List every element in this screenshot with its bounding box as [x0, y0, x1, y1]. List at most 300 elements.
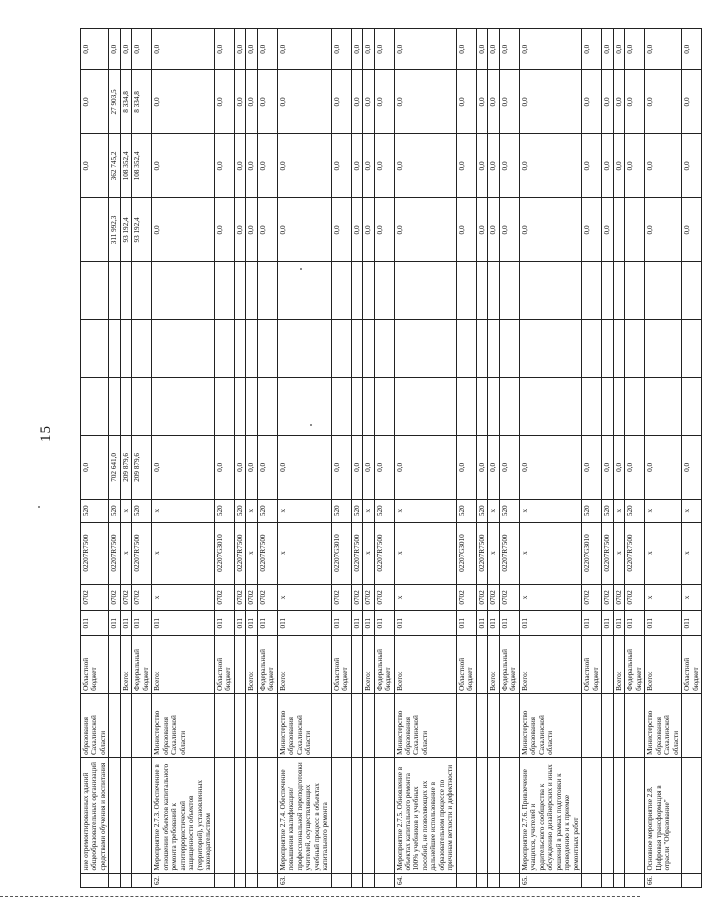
table-row: [120, 29, 131, 888]
table-cell: 0,0: [613, 134, 624, 198]
table-cell: 108 352,4: [132, 134, 152, 198]
table-cell: 0,0: [394, 198, 456, 262]
table-cell: 011: [109, 611, 120, 636]
table-cell: 27 903,5: [109, 70, 120, 134]
table-row: [246, 29, 257, 888]
document-page: [80, 28, 700, 888]
table-cell: [582, 693, 602, 757]
table-cell: [214, 757, 234, 873]
table-cell: [246, 873, 257, 887]
table-cell: [246, 757, 257, 873]
table-row: [132, 29, 152, 888]
table-row: [351, 29, 362, 888]
table-cell: 0,0: [257, 29, 277, 70]
table-cell: х: [682, 499, 702, 522]
table-cell: [499, 320, 519, 378]
table-cell: [613, 320, 624, 378]
table-cell: [214, 378, 234, 436]
table-cell: х: [519, 499, 581, 522]
table-cell: 0,0: [602, 70, 613, 134]
table-cell: [109, 262, 120, 320]
table-row: [476, 29, 487, 888]
table-cell: [374, 693, 394, 757]
table-cell: 02207R7500: [374, 522, 394, 584]
table-cell: 011: [499, 611, 519, 636]
table-cell: х: [682, 584, 702, 611]
table-cell: [394, 378, 456, 436]
table-cell: 520: [331, 499, 351, 522]
table-cell: [519, 262, 581, 320]
table-cell: 011: [331, 611, 351, 636]
table-cell: 0,0: [476, 70, 487, 134]
table-cell: Всего:: [246, 636, 257, 694]
table-cell: [394, 262, 456, 320]
table-cell: 520: [602, 499, 613, 522]
table-cell: [132, 757, 152, 873]
table-cell: [120, 873, 131, 887]
table-cell: х: [246, 522, 257, 584]
table-cell: 0702: [613, 584, 624, 611]
table-cell: 02207G3010: [456, 522, 476, 584]
table-cell: 0,0: [214, 70, 234, 134]
table-row: [109, 29, 120, 888]
table-cell: 011: [374, 611, 394, 636]
table-cell: [499, 757, 519, 873]
table-cell: 011: [351, 611, 362, 636]
table-cell: 0,0: [682, 134, 702, 198]
table-cell: [277, 320, 331, 378]
table-cell: 0702: [331, 584, 351, 611]
table-cell: [476, 320, 487, 378]
table-cell: [476, 262, 487, 320]
table-cell: [645, 320, 682, 378]
table-cell: 011: [476, 611, 487, 636]
table-cell: 0702: [625, 584, 645, 611]
table-cell: [488, 873, 499, 887]
table-cell: Всего:: [363, 636, 374, 694]
table-cell: 0,0: [645, 70, 682, 134]
table-cell: [109, 320, 120, 378]
table-cell: [214, 320, 234, 378]
table-cell: Федеральный бюджет: [499, 636, 519, 694]
table-cell: 0,0: [246, 70, 257, 134]
table-cell: 0,0: [277, 70, 331, 134]
table-cell: 0702: [602, 584, 613, 611]
table-cell: 0,0: [613, 70, 624, 134]
table-cell: 0,0: [488, 198, 499, 262]
table-cell: [625, 320, 645, 378]
table-cell: [331, 378, 351, 436]
table-cell: х: [152, 499, 214, 522]
table-cell: 0702: [132, 584, 152, 611]
table-cell: Федеральный бюджет: [374, 636, 394, 694]
page-number: 15: [38, 425, 54, 442]
table-cell: [152, 320, 214, 378]
table-cell: [120, 262, 131, 320]
table-cell: [602, 636, 613, 694]
table-cell: 64.: [394, 873, 456, 887]
table-cell: [81, 873, 109, 887]
table-cell: [613, 873, 624, 887]
table-cell: [214, 693, 234, 757]
table-cell: 0,0: [519, 198, 581, 262]
table-cell: 0,0: [81, 29, 109, 70]
table-cell: х: [363, 499, 374, 522]
table-cell: 0,0: [277, 198, 331, 262]
table-cell: 02207R7500: [81, 522, 109, 584]
table-cell: 011: [456, 611, 476, 636]
table-cell: 8 334,8: [120, 70, 131, 134]
table-cell: 65.: [519, 873, 581, 887]
table-cell: 0,0: [488, 29, 499, 70]
table-cell: 0,0: [519, 435, 581, 499]
table-cell: [132, 693, 152, 757]
table-cell: 011: [246, 611, 257, 636]
table-cell: 0,0: [582, 29, 602, 70]
table-cell: 0,0: [214, 29, 234, 70]
budget-table: [80, 28, 702, 888]
table-cell: 520: [234, 499, 245, 522]
table-cell: [488, 757, 499, 873]
table-cell: 0,0: [488, 435, 499, 499]
table-cell: 0,0: [152, 435, 214, 499]
table-cell: 0,0: [499, 70, 519, 134]
table-cell: Мероприятие 2.7.3. Обеспечение в отношении объектов капитального ремонта требований к антитеррористической защищенности объектов (территорий), установленных законодательством: [152, 757, 214, 873]
table-cell: [363, 262, 374, 320]
table-cell: 520: [582, 499, 602, 522]
table-cell: ние отремонтированных зданий общеобразовательных организаций средствами обучения и воспитания: [81, 757, 109, 873]
table-cell: [351, 873, 362, 887]
table-cell: Всего:: [277, 636, 331, 694]
table-cell: 0,0: [645, 198, 682, 262]
table-cell: [488, 262, 499, 320]
table-row: [682, 29, 702, 888]
table-cell: Всего:: [120, 636, 131, 694]
table-cell: 0,0: [257, 70, 277, 134]
table-cell: х: [152, 584, 214, 611]
table-cell: [488, 693, 499, 757]
table-cell: 0,0: [645, 134, 682, 198]
table-cell: 0,0: [109, 29, 120, 70]
table-cell: 0,0: [476, 134, 487, 198]
table-cell: 0,0: [132, 29, 152, 70]
table-cell: Мероприятие 2.7.6. Привлечение учащихся, учителей и родительского сообщества к обсуждению дизайнерских и иных решений в рамках подготовки к проведению и к приемке ремонтных работ: [519, 757, 581, 873]
table-cell: [81, 198, 109, 262]
table-cell: Мероприятие 2.7.5. Обновление в объектах капитального ремонта 100% учебников и учебных пособий, не позволяющих их дальнейшее использование в образовательном процессе по причинам ветхости и дефектности: [394, 757, 456, 873]
table-cell: 011: [120, 611, 131, 636]
table-cell: [456, 262, 476, 320]
table-cell: [613, 198, 624, 262]
table-cell: 8 334,8: [132, 70, 152, 134]
table-cell: 0,0: [394, 134, 456, 198]
table-cell: 02207R7500: [625, 522, 645, 584]
table-cell: 0,0: [277, 134, 331, 198]
table-cell: Министерство образования Сахалинской области: [645, 693, 682, 757]
table-cell: 0702: [81, 584, 109, 611]
table-cell: х: [613, 499, 624, 522]
table-cell: [132, 378, 152, 436]
table-cell: Областной бюджет: [682, 636, 702, 694]
table-cell: [234, 693, 245, 757]
table-cell: 02207R7500: [602, 522, 613, 584]
table-cell: 02207R7500: [499, 522, 519, 584]
table-cell: Всего:: [613, 636, 624, 694]
table-cell: [277, 262, 331, 320]
table-row: [363, 29, 374, 888]
table-cell: [374, 320, 394, 378]
table-cell: 0,0: [499, 29, 519, 70]
table-cell: [257, 262, 277, 320]
table-cell: 02207G3010: [214, 522, 234, 584]
table-cell: [351, 757, 362, 873]
table-cell: [331, 320, 351, 378]
table-cell: 0,0: [152, 29, 214, 70]
table-cell: х: [246, 499, 257, 522]
table-cell: 0,0: [394, 29, 456, 70]
table-row: [456, 29, 476, 888]
table-cell: [351, 262, 362, 320]
table-cell: 0,0: [331, 198, 351, 262]
table-cell: 0702: [109, 584, 120, 611]
table-cell: 0,0: [257, 435, 277, 499]
table-cell: х: [277, 499, 331, 522]
table-cell: [246, 693, 257, 757]
table-cell: 0,0: [234, 198, 245, 262]
table-cell: х: [488, 499, 499, 522]
table-cell: 0,0: [499, 198, 519, 262]
table-cell: [351, 636, 362, 694]
table-cell: 0,0: [645, 29, 682, 70]
table-cell: 702 641,0: [109, 435, 120, 499]
table-cell: 0,0: [476, 435, 487, 499]
table-cell: х: [120, 499, 131, 522]
table-cell: [456, 378, 476, 436]
table-cell: 0,0: [351, 70, 362, 134]
table-cell: 02207R7500: [351, 522, 362, 584]
table-cell: 0702: [363, 584, 374, 611]
table-cell: [519, 378, 581, 436]
table-cell: [81, 320, 109, 378]
table-cell: [602, 320, 613, 378]
table-cell: 520: [499, 499, 519, 522]
table-cell: 0702: [456, 584, 476, 611]
table-cell: [456, 693, 476, 757]
table-cell: 0,0: [602, 198, 613, 262]
table-cell: 0,0: [394, 70, 456, 134]
scan-edge-line: [0, 896, 640, 898]
table-cell: [625, 757, 645, 873]
table-row: [81, 29, 109, 888]
table-cell: х: [519, 522, 581, 584]
table-cell: [363, 693, 374, 757]
table-cell: Федеральный бюджет: [257, 636, 277, 694]
table-cell: 520: [257, 499, 277, 522]
table-cell: 0,0: [234, 29, 245, 70]
table-cell: [246, 320, 257, 378]
table-cell: Всего:: [152, 636, 214, 694]
table-cell: 93 192,4: [132, 198, 152, 262]
scan-dot: [310, 424, 312, 426]
table-cell: 0,0: [602, 29, 613, 70]
table-cell: [682, 262, 702, 320]
table-row: [374, 29, 394, 888]
table-cell: 0,0: [499, 435, 519, 499]
table-cell: 0,0: [488, 70, 499, 134]
table-cell: 0,0: [476, 198, 487, 262]
table-cell: х: [645, 584, 682, 611]
table-cell: Областной бюджет: [81, 636, 109, 694]
table-row: [519, 29, 581, 888]
table-cell: 0,0: [682, 435, 702, 499]
table-cell: [331, 262, 351, 320]
table-cell: Министерство образования Сахалинской области: [277, 693, 331, 757]
table-cell: Всего:: [488, 636, 499, 694]
table-row: [234, 29, 245, 888]
table-cell: Федеральный бюджет: [132, 636, 152, 694]
table-cell: 0,0: [331, 134, 351, 198]
table-cell: 362 745,2: [109, 134, 120, 198]
table-cell: 0,0: [374, 134, 394, 198]
table-cell: [374, 262, 394, 320]
table-cell: 02207R7500: [257, 522, 277, 584]
table-cell: х: [394, 499, 456, 522]
table-cell: Министерство образования Сахалинской области: [152, 693, 214, 757]
table-cell: [257, 757, 277, 873]
table-cell: 0,0: [120, 29, 131, 70]
table-cell: [277, 378, 331, 436]
table-row: [488, 29, 499, 888]
table-cell: Областной бюджет: [331, 636, 351, 694]
table-cell: 0,0: [394, 435, 456, 499]
table-cell: [351, 693, 362, 757]
table-cell: [214, 873, 234, 887]
table-cell: 0,0: [625, 70, 645, 134]
table-cell: Всего:: [394, 636, 456, 694]
table-cell: [109, 693, 120, 757]
table-cell: 0,0: [613, 435, 624, 499]
table-cell: [109, 873, 120, 887]
table-cell: х: [363, 522, 374, 584]
table-cell: 520: [109, 499, 120, 522]
table-cell: 0702: [374, 584, 394, 611]
table-cell: [682, 693, 702, 757]
table-cell: [363, 320, 374, 378]
table-cell: 0,0: [363, 198, 374, 262]
table-cell: 0702: [499, 584, 519, 611]
table-cell: х: [394, 522, 456, 584]
table-cell: [109, 636, 120, 694]
table-cell: 520: [351, 499, 362, 522]
table-cell: Областной бюджет: [582, 636, 602, 694]
table-cell: 520: [214, 499, 234, 522]
table-cell: х: [488, 522, 499, 584]
table-cell: 0,0: [519, 134, 581, 198]
table-cell: 02207R7500: [476, 522, 487, 584]
table-cell: 0,0: [351, 198, 362, 262]
table-cell: 0,0: [682, 29, 702, 70]
table-cell: [234, 873, 245, 887]
table-cell: [81, 262, 109, 320]
table-cell: [234, 262, 245, 320]
table-cell: 011: [582, 611, 602, 636]
table-cell: 0,0: [351, 134, 362, 198]
table-cell: 0702: [120, 584, 131, 611]
table-row: [582, 29, 602, 888]
table-cell: 0,0: [152, 134, 214, 198]
table-cell: [476, 378, 487, 436]
table-cell: 0,0: [331, 70, 351, 134]
table-cell: [645, 378, 682, 436]
table-cell: 0702: [351, 584, 362, 611]
table-row: [257, 29, 277, 888]
table-cell: Мероприятие 2.7.4. Обеспечение повышения квалификации/профессиональной переподготовки учителей, осуществляющих учебный процесс в объектах капитального ремонта: [277, 757, 331, 873]
table-cell: 0,0: [374, 198, 394, 262]
table-cell: 02207R7500: [132, 522, 152, 584]
table-cell: 520: [374, 499, 394, 522]
table-cell: 011: [625, 611, 645, 636]
table-cell: Областной бюджет: [214, 636, 234, 694]
table-row: [645, 29, 682, 888]
table-cell: 93 192,4: [120, 198, 131, 262]
table-cell: 0,0: [257, 198, 277, 262]
table-cell: 0,0: [602, 435, 613, 499]
table-cell: х: [645, 522, 682, 584]
table-cell: 0,0: [582, 198, 602, 262]
table-cell: 0,0: [257, 134, 277, 198]
table-cell: 011: [132, 611, 152, 636]
table-cell: 0,0: [374, 70, 394, 134]
table-cell: [257, 378, 277, 436]
table-cell: 0,0: [456, 435, 476, 499]
table-cell: [331, 757, 351, 873]
table-cell: [120, 378, 131, 436]
table-cell: Всего:: [645, 636, 682, 694]
table-cell: [499, 693, 519, 757]
table-cell: 0,0: [234, 435, 245, 499]
table-cell: [246, 378, 257, 436]
table-cell: Федеральный бюджет: [625, 636, 645, 694]
table-cell: 011: [277, 611, 331, 636]
table-cell: 011: [645, 611, 682, 636]
table-cell: 0,0: [246, 435, 257, 499]
table-cell: [374, 757, 394, 873]
table-row: [499, 29, 519, 888]
table-cell: [602, 262, 613, 320]
table-cell: [120, 757, 131, 873]
table-cell: [374, 873, 394, 887]
scan-dot: [300, 268, 302, 270]
table-cell: Министерство образования Сахалинской области: [519, 693, 581, 757]
table-cell: 0,0: [351, 435, 362, 499]
table-cell: 0,0: [582, 134, 602, 198]
table-cell: 62.: [152, 873, 214, 887]
table-cell: 520: [625, 499, 645, 522]
table-cell: [246, 262, 257, 320]
table-cell: [476, 636, 487, 694]
table-cell: [120, 320, 131, 378]
table-cell: [476, 873, 487, 887]
table-cell: [682, 873, 702, 887]
table-cell: [152, 262, 214, 320]
table-cell: 0,0: [625, 134, 645, 198]
table-cell: [625, 198, 645, 262]
table-cell: 011: [152, 611, 214, 636]
table-cell: 0,0: [456, 198, 476, 262]
table-cell: Основное мероприятие 2.8. Цифровая трансформация в отрасли "Образование": [645, 757, 682, 873]
table-cell: [81, 378, 109, 436]
table-cell: [682, 378, 702, 436]
table-row: [613, 29, 624, 888]
